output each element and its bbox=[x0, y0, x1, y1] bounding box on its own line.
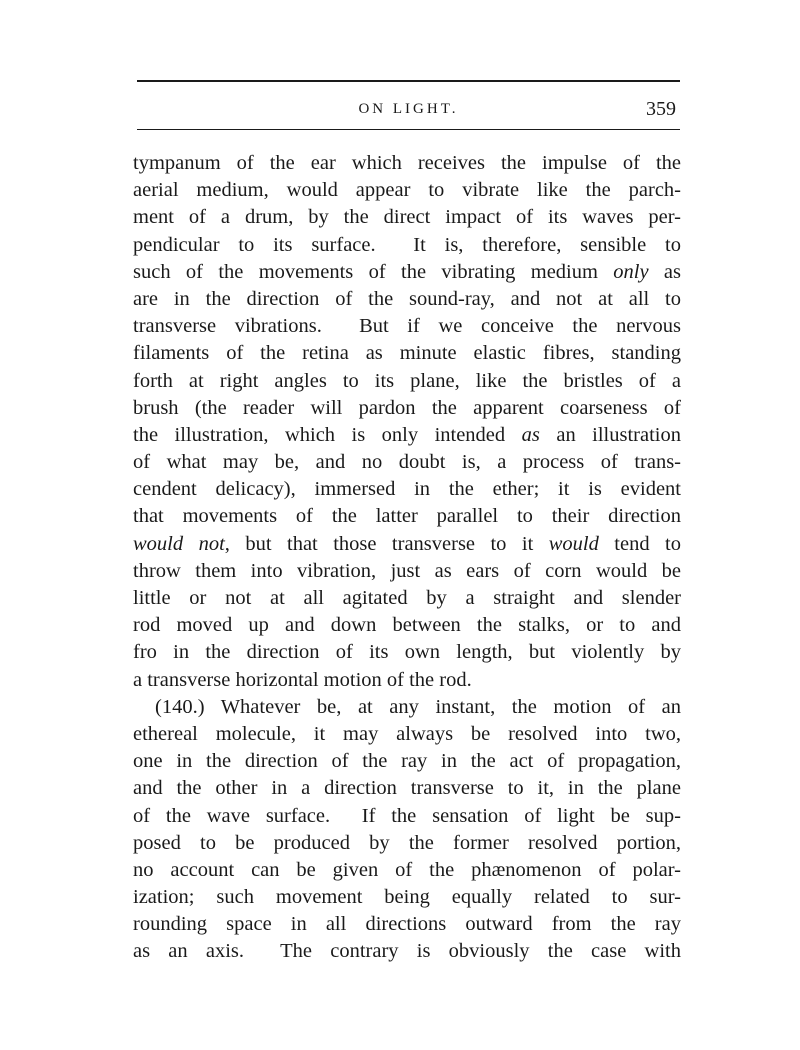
text-segment: , but that those transverse to it bbox=[224, 532, 549, 555]
text-segment: the illustration, which is only intended bbox=[133, 423, 522, 446]
text-segment: little or not at all agitated by a straight and slender bbox=[133, 587, 681, 609]
text-line bbox=[133, 639, 681, 666]
text-line bbox=[133, 748, 681, 775]
text-segment: forth at right angles to its plane, like the bristles of a bbox=[133, 369, 681, 392]
text-segment: of the wave surface. If the sensation of light be sup- bbox=[133, 804, 681, 827]
text-line bbox=[133, 857, 681, 884]
page-number: 359 bbox=[646, 98, 676, 120]
text-segment: as bbox=[648, 260, 681, 283]
text-segment: brush (the reader will pardon the apparent coarseness of bbox=[133, 396, 681, 419]
text-line bbox=[133, 476, 681, 503]
text-line bbox=[133, 368, 681, 395]
text-segment: ization; such movement being equally related to sur- bbox=[133, 886, 681, 909]
text-segment: ethereal molecule, it may always be resolved into two, bbox=[133, 722, 681, 745]
text-line bbox=[133, 721, 681, 748]
text-segment: and the other in a direction transverse to it, in the plane bbox=[133, 777, 681, 800]
text-line bbox=[133, 667, 681, 694]
italic-text: as bbox=[521, 423, 540, 446]
text-line bbox=[133, 775, 681, 802]
text-segment: tympanum of the ear which receives the impulse of the bbox=[133, 152, 681, 174]
text-segment: an illustration bbox=[539, 423, 681, 446]
text-line bbox=[133, 911, 681, 938]
text-segment: posed to be produced by the former resolved portion, bbox=[133, 831, 681, 854]
text-line bbox=[133, 531, 681, 558]
text-segment: such of the movements of the vibrating medium bbox=[133, 260, 614, 283]
text-line bbox=[133, 177, 681, 204]
text-line bbox=[133, 830, 681, 857]
running-head bbox=[137, 95, 680, 123]
text-line bbox=[133, 449, 681, 476]
text-line bbox=[133, 150, 681, 177]
text-line bbox=[133, 884, 681, 911]
text-line bbox=[133, 259, 681, 286]
text-line bbox=[133, 938, 681, 965]
text-segment: aerial medium, would appear to vibrate like the parch- bbox=[133, 179, 681, 202]
text-line bbox=[133, 558, 681, 585]
header-bottom-rule bbox=[137, 129, 680, 130]
text-line bbox=[133, 232, 681, 259]
text-segment: rod moved up and down between the stalks, or to and bbox=[133, 614, 681, 637]
italic-text: would not bbox=[133, 532, 225, 555]
text-line bbox=[133, 585, 681, 612]
text-segment: pendicular to its surface. It is, therefore, sensible to bbox=[133, 233, 681, 256]
text-line bbox=[133, 313, 681, 340]
text-segment: tend to bbox=[598, 532, 681, 555]
text-segment: filaments of the retina as minute elastic fibres, standing bbox=[133, 342, 681, 365]
text-segment: ment of a drum, by the direct impact of its waves per- bbox=[133, 206, 681, 229]
text-line bbox=[133, 340, 681, 367]
text-line bbox=[133, 286, 681, 313]
body-text bbox=[133, 150, 681, 966]
text-line bbox=[133, 204, 681, 231]
text-segment: of what may be, and no doubt is, a process of trans- bbox=[133, 451, 681, 474]
text-segment: transverse vibrations. But if we conceive the nervous bbox=[133, 315, 681, 338]
text-line bbox=[133, 422, 681, 449]
text-line bbox=[133, 503, 681, 530]
text-segment: fro in the direction of its own length, but violently by bbox=[133, 641, 681, 664]
text-segment: a transverse horizontal motion of the rod. bbox=[133, 668, 472, 691]
text-line bbox=[133, 803, 681, 830]
text-segment: that movements of the latter parallel to their direction bbox=[133, 505, 681, 528]
text-segment: are in the direction of the sound-ray, and not at all to bbox=[133, 287, 681, 310]
header-top-rule bbox=[137, 80, 680, 82]
italic-text: only bbox=[613, 260, 649, 283]
text-segment: one in the direction of the ray in the act of propagation, bbox=[133, 750, 681, 773]
text-line bbox=[133, 612, 681, 639]
text-segment: cendent delicacy), immersed in the ether; it is evident bbox=[133, 478, 681, 501]
italic-text: would bbox=[548, 532, 599, 555]
text-line bbox=[133, 395, 681, 422]
running-title: ON LIGHT. bbox=[358, 101, 459, 117]
text-segment: (140.) Whatever be, at any instant, the motion of an bbox=[155, 695, 681, 718]
text-segment: throw them into vibration, just as ears of corn would be bbox=[133, 559, 681, 582]
text-segment: as an axis. The contrary is obviously the case with bbox=[133, 940, 681, 963]
text-segment: no account can be given of the phænomenon of polar- bbox=[133, 858, 681, 881]
text-segment: rounding space in all directions outward from the ray bbox=[133, 913, 681, 936]
text-line bbox=[133, 694, 681, 721]
